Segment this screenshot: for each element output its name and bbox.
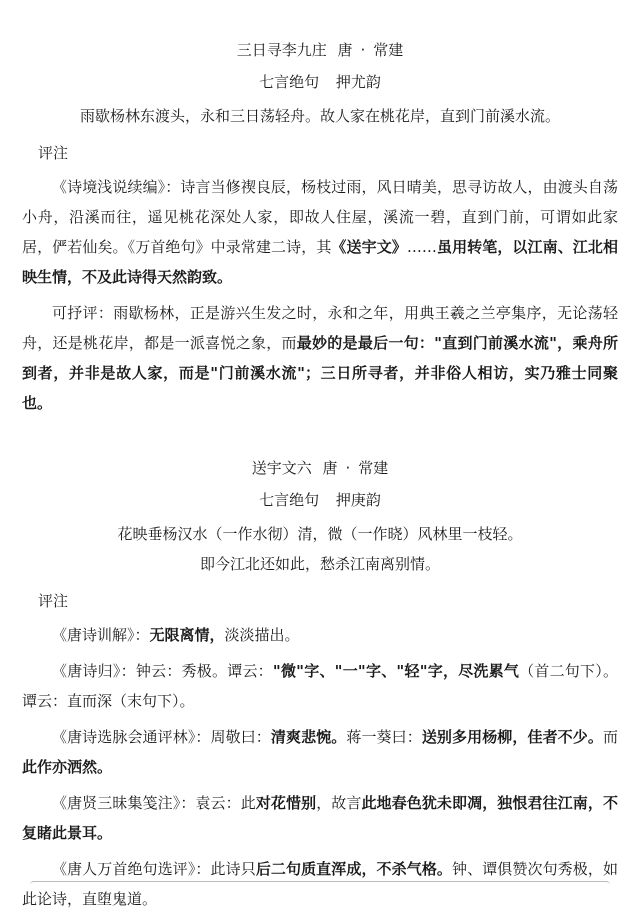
poem-2-section: [22, 454, 618, 914]
comment-bold: "微"字、"一"字、"轻"字，尽洗累气: [272, 662, 520, 680]
comment-text: 钟、谭俱赞次句秀极，如此论诗，直堕鬼道。: [22, 860, 618, 908]
poem-2-verse-2: 即今江北还如此，愁杀江南离别情。: [199, 555, 440, 573]
poem-2-comment-4: [22, 788, 618, 848]
comment-bold: 清爽悲惋。: [270, 728, 347, 746]
poem-2-separator: ·: [345, 459, 351, 477]
poem-2-form: 七言绝句: [259, 491, 320, 509]
poem-1-rhyme: 押尤韵: [335, 73, 381, 91]
comment-bold: 送别多用杨柳，佳者不少。: [421, 728, 603, 746]
poem-2-comment-2: [22, 656, 618, 716]
bottom-edge-divider: [30, 881, 610, 885]
poem-2-rhyme: 押庚韵: [335, 491, 381, 509]
comment-bold: 无限离情，: [149, 626, 225, 644]
comment-text: （首二句下）。谭云：直而深（末句下）。: [22, 662, 618, 710]
comment-bold: 最妙的是最后一句: [296, 334, 419, 352]
poem-1-title: 三日寻李九庄: [236, 41, 327, 59]
comment-bold: 此作亦洒然。: [22, 758, 113, 776]
poem-1-form: 七言绝句: [259, 73, 320, 91]
poem-2-title-line: [22, 454, 618, 482]
comment-text: ……: [406, 238, 437, 256]
document-page: [0, 36, 640, 908]
comment-text: 而: [602, 728, 618, 746]
poem-1-separator: ·: [360, 41, 366, 59]
poem-2-comment-label: 评注: [38, 592, 69, 610]
poem-2-title: 送宇文六: [251, 459, 312, 477]
poem-1-author: 常建: [373, 41, 404, 59]
comment-bold: 《送宇文》: [331, 238, 407, 256]
comment-bold: 乘舟所到者，并非是故人家，而是"门前溪水流"；三日所寻者，并非俗人相访，实乃雅士同聚也。: [22, 334, 618, 412]
poem-2-comment-3: [22, 722, 618, 782]
comment-text: 淡淡描出。: [224, 626, 300, 644]
poem-1-comment-1: [22, 172, 618, 292]
comment-bold: 对花惜别: [255, 794, 317, 812]
comment-text: 《唐人万首绝句选评》：此诗只: [52, 860, 256, 878]
comment-text: ，故言: [316, 794, 362, 812]
poem-2-form-line: [22, 486, 618, 514]
poem-1-form-line: [22, 68, 618, 96]
poem-2-comment-1: [22, 620, 618, 650]
poem-1-section: [22, 36, 618, 418]
poem-1-title-line: [22, 36, 618, 64]
poem-1-dynasty: 唐: [337, 41, 353, 59]
comment-bold: 此地春色犹未即凋，独恨君往江南，不复睹此景耳。: [22, 794, 618, 842]
poem-2-author: 常建: [358, 459, 389, 477]
comment-text: 《唐诗选脉会通评林》：周敬曰：: [52, 728, 271, 746]
comment-text: 《唐诗归》：钟云：秀极。谭云：: [52, 662, 273, 680]
comment-text: 《诗境浅说续编》：诗言当修禊良辰，杨枝过雨，风日晴美，思寻访故人，由渡头自荡小舟，沿溪而往，遥见桃花深处人家，即故人住屋，溪流一碧，直到门前，可谓如此家居，俨若仙矣。《万首绝句》中录常建二诗，其: [22, 178, 618, 256]
comment-text: 可抒评：雨歇杨林，正是游兴生发之时，永和之年，用典王羲之兰亭集序，无论荡轻舟，还是桃花岸，都是一派喜悦之象，而: [22, 304, 618, 352]
poem-1-comment-label: 评注: [38, 144, 69, 162]
comment-bold: 虽用转笔，以江南、江北相映生情，不及此诗得天然韵致。: [22, 238, 618, 286]
comment-text: ："直到门前溪水流"，: [418, 334, 573, 352]
poem-1-verse: 雨歇杨林东渡头，永和三日荡轻舟。故人家在桃花岸，直到门前溪水流。: [79, 107, 560, 125]
poem-2-dynasty: 唐: [322, 459, 338, 477]
poem-2-verse-1: 花映垂杨汉水（一作水彻）清，微（一作晓）风林里一枝轻。: [117, 525, 523, 543]
comment-text: 《唐贤三昧集笺注》：袁云：此: [52, 794, 256, 812]
comment-text: 蒋一葵曰：: [346, 728, 422, 746]
comment-text: 《唐诗训解》：: [52, 626, 150, 644]
poem-1-comment-2: [22, 298, 618, 418]
comment-bold: 后二句质直浑成，不杀气格。: [255, 860, 453, 878]
